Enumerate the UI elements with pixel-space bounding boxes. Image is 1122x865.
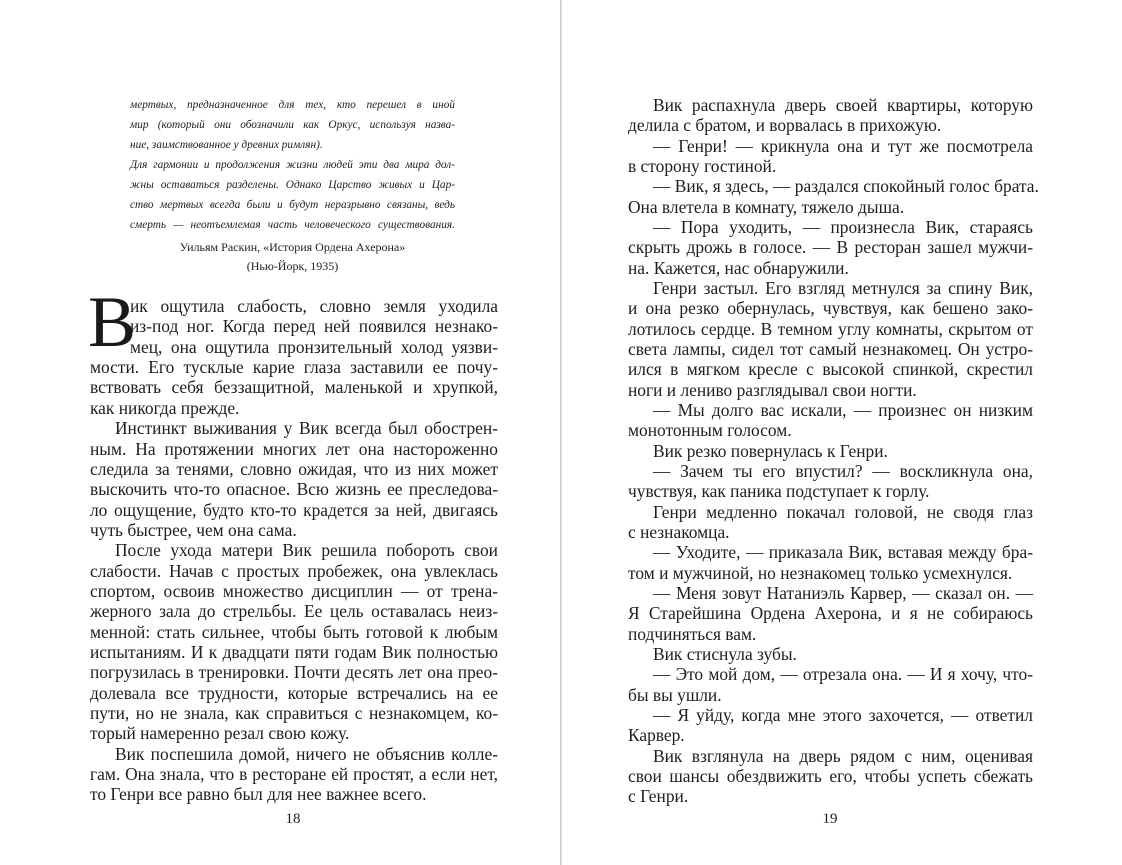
body-line: и она резко обернулась, чувствуя, как бешено зако- — [628, 298, 1033, 318]
body-line: на. Кажется, нас обнаружили. — [628, 258, 849, 278]
body-line: После ухода матери Вик решила побороть свои — [115, 540, 498, 560]
body-line: том и мужчиной, но незнакомец только усмехнулся. — [628, 563, 1013, 583]
body-line: из-под ног. Когда перед ней появился незнако- — [130, 316, 498, 336]
body-line: Генри медленно покачал головой, не сводя глаз — [653, 502, 1033, 522]
body-line: торый намеренно резал свою кожу. — [90, 723, 350, 743]
body-line: — Я уйду, когда мне этого захочется, — ответил — [653, 705, 1033, 725]
body-line: Карвер. — [628, 725, 685, 745]
body-line: ло ощущение, будто кто-то крадется за ней, двигаясь — [90, 500, 498, 520]
body-line: — Зачем ты его впустил? — воскликнула она, — [653, 461, 1033, 481]
body-line: как никогда прежде. — [90, 398, 240, 418]
body-line: ным. На протяжении многих лет она настороженно — [90, 439, 498, 459]
body-line: Вик резко повернулась к Генри. — [653, 441, 888, 461]
epigraph-line: ние, заимствованное у древних римлян). — [130, 139, 323, 151]
body-line: то Генри все равно был для нее важнее всего. — [90, 784, 427, 804]
body-line: с незнакомца. — [628, 522, 730, 542]
body-line: — Это мой дом, — отрезала она. — И я хочу, что- — [653, 664, 1033, 684]
body-line: вствовать себя беззащитной, маленькой и хрупкой, — [90, 377, 498, 397]
body-line: — Мы долго вас искали, — произнес он низким — [653, 400, 1033, 420]
body-line: — Пора уходить, — произнесла Вик, стараясь — [653, 217, 1033, 237]
body-line: Вик взглянула на дверь рядом с ним, оценивая — [653, 746, 1033, 766]
body-line: погрузилась в тренировки. Почти десять лет она прео- — [90, 662, 498, 682]
body-line: испытаниям. И к двадцати пяти годам Вик полностью — [90, 642, 498, 662]
body-line: Вик стиснула зубы. — [653, 644, 797, 664]
right-page — [562, 0, 1122, 865]
body-line: Инстинкт выживания у Вик всегда был обострен- — [115, 418, 498, 438]
body-line: свои шансы обездвижить его, чтобы успеть сбежать — [628, 766, 1033, 786]
body-line: — Генри! — крикнула она и тут же посмотрела — [653, 136, 1033, 156]
page-number: 19 — [822, 811, 838, 827]
page-number: 18 — [285, 811, 301, 827]
body-line: мец, она ощутила пронзительный холод уязви- — [130, 337, 498, 357]
body-line: мости. Его тусклые карие глаза заставили ее почу- — [90, 357, 498, 377]
body-line: бы вы ушли. — [628, 685, 722, 705]
body-line: слабости. Начав с простых пробежек, она увлеклась — [90, 561, 498, 581]
body-line: Вик поспешила домой, ничего не объяснив колле- — [115, 744, 498, 764]
body-line: в сторону гостиной. — [628, 156, 777, 176]
body-line: Я Старейшина Ордена Ахерона, и я не собираюсь — [628, 603, 1033, 623]
body-line: Вик распахнула дверь своей квартиры, которую — [653, 95, 1033, 115]
body-line: ик ощутила слабость, словно земля уходила — [130, 296, 498, 316]
body-line: чуть быстрее, чем она сама. — [90, 520, 297, 540]
body-line: менной: стать сильнее, чтобы быть готовой к любым — [90, 622, 498, 642]
body-line: — Вик, я здесь, — раздался спокойный голос брата. — [653, 176, 1039, 196]
left-page — [0, 0, 560, 865]
body-line: чувствуя, как паника подступает к горлу. — [628, 481, 930, 501]
body-line: ноги и лениво разглядывал свои ногти. — [628, 380, 917, 400]
body-line: пути, но не знала, как справиться с незнакомцем, ко- — [90, 703, 498, 723]
body-line: Она влетела в комнату, тяжело дыша. — [628, 197, 905, 217]
epigraph-line: смерть — неотъемлемая часть человеческого существования. — [130, 219, 455, 231]
drop-cap: В — [88, 282, 137, 362]
body-line: делила с братом, и ворвалась в прихожую. — [628, 115, 942, 135]
body-line: Генри застыл. Его взгляд метнулся за спину Вик, — [653, 278, 1033, 298]
body-line: гам. Она знала, что в ресторане ей простят, а если нет, — [90, 764, 498, 784]
attribution-line: (Нью-Йорк, 1935) — [246, 259, 339, 273]
body-line: света лампы, сидел тот самый незнакомец. Он устро- — [628, 339, 1033, 359]
epigraph-line: Для гармонии и продолжения жизни людей эти два мира дол- — [130, 159, 455, 171]
body-line: монотонным голосом. — [628, 420, 792, 440]
body-line: с Генри. — [628, 786, 689, 806]
body-line: ился в мягком кресле с высокой спинкой, скрестил — [628, 359, 1033, 379]
epigraph-line: мир (который они обозначили как Оркус, используя назва- — [130, 119, 455, 131]
body-line: — Уходите, — приказала Вик, вставая между бра- — [653, 542, 1033, 562]
body-line: лотилось сердце. В темном углу комнаты, скрытом от — [628, 319, 1033, 339]
body-line: — Меня зовут Натаниэль Карвер, — сказал он. — — [653, 583, 1033, 603]
body-line: спортом, освоив множество дисциплин — от трена- — [90, 581, 498, 601]
body-line: следила за тенями, словно ожидая, что из них может — [90, 459, 498, 479]
attribution-line: Уильям Раскин, «История Ордена Ахерона» — [179, 240, 406, 254]
body-line: скрыть дрожь в голосе. — В ресторан зашел мужчи- — [628, 237, 1033, 257]
body-line: выскочить что-то опасное. Всю жизнь ее преследова- — [90, 479, 498, 499]
epigraph-line: жны оставаться разделены. Однако Царство живых и Цар- — [130, 179, 455, 191]
epigraph-line: ство мертвых всегда были и будут неразрывно связаны, ведь — [130, 199, 455, 211]
body-line: долевала все трудности, которые встречались на ее — [90, 683, 498, 703]
body-line: подчиняться вам. — [628, 624, 757, 644]
body-line: жерного зала до стрельбы. Ее цель оставалась неиз- — [90, 601, 498, 621]
epigraph-line: мертвых, предназначенное для тех, кто перешел в иной — [130, 99, 455, 111]
